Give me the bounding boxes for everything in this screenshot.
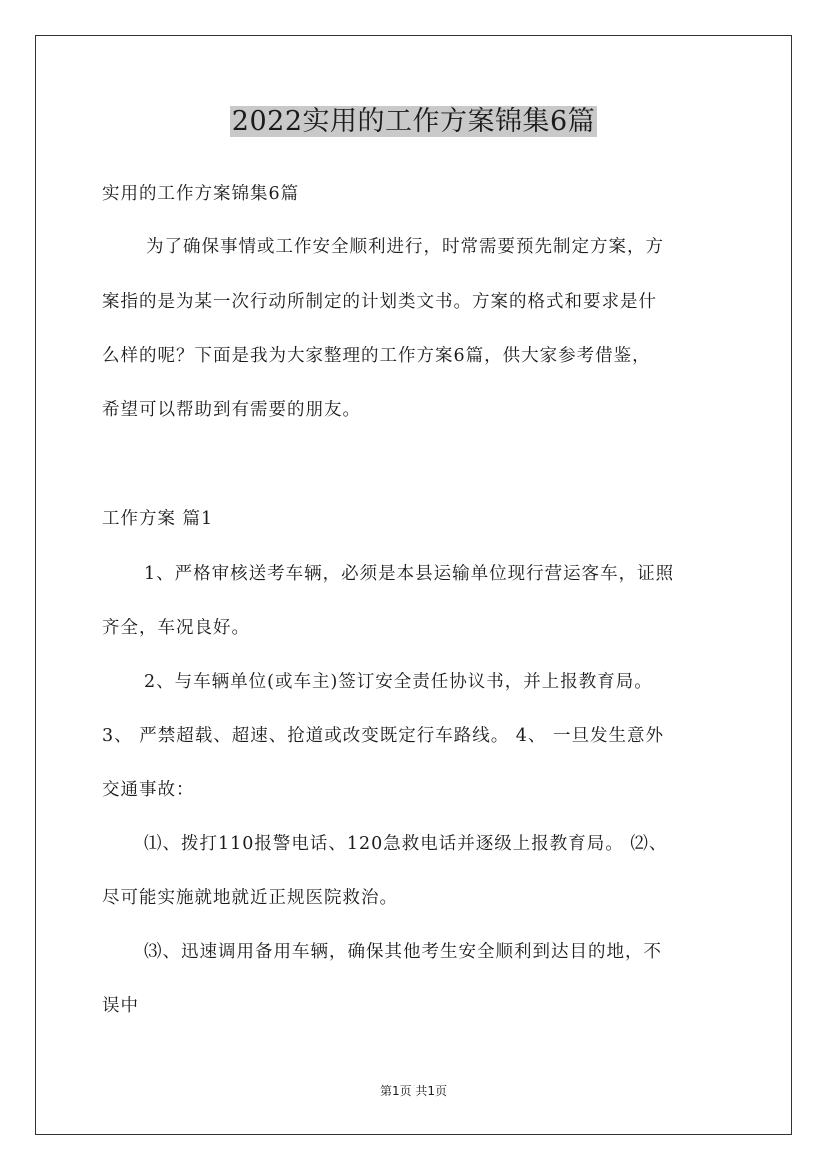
intro-line-3: 么样的呢？下面是我为大家整理的工作方案6篇，供大家参考借鉴， <box>102 346 651 366</box>
document-title <box>0 102 827 142</box>
body-line-7: 尽可能实施就地就近正规医院救治。 <box>102 888 398 908</box>
body-line-9: 误中 <box>102 996 139 1016</box>
body-line-3: 2、与车辆单位(或车主)签订安全责任协议书，并上报教育局。 <box>144 672 653 692</box>
body-line-5: 交通事故： <box>102 780 195 800</box>
body-line-2: 齐全，车况良好。 <box>102 618 250 638</box>
body-line-8: ⑶、迅速调用备用车辆，确保其他考生安全顺利到达目的地，不 <box>144 942 662 962</box>
body-line-4: 3、 严禁超载、超速、抢道或改变既定行车路线。 4、 一旦发生意外 <box>102 726 664 746</box>
document-title-text: 2022实用的工作方案锦集6篇 <box>231 106 596 137</box>
subtitle-line: 实用的工作方案锦集6篇 <box>102 184 300 204</box>
page-footer: 第1页 共1页 <box>379 1084 448 1098</box>
intro-line-4: 希望可以帮助到有需要的朋友。 <box>102 400 361 420</box>
body-line-6: ⑴、拨打110报警电话、120急救电话并逐级上报教育局。 ⑵、 <box>144 834 668 854</box>
body-line-1: 1、严格审核送考车辆，必须是本县运输单位现行营运客车，证照 <box>144 564 675 584</box>
intro-line-1: 为了确保事情或工作安全顺利进行，时常需要预先制定方案，方 <box>146 237 664 257</box>
section-heading: 工作方案 篇1 <box>102 509 214 529</box>
intro-line-2: 案指的是为某一次行动所制定的计划类文书。方案的格式和要求是什 <box>102 292 657 312</box>
